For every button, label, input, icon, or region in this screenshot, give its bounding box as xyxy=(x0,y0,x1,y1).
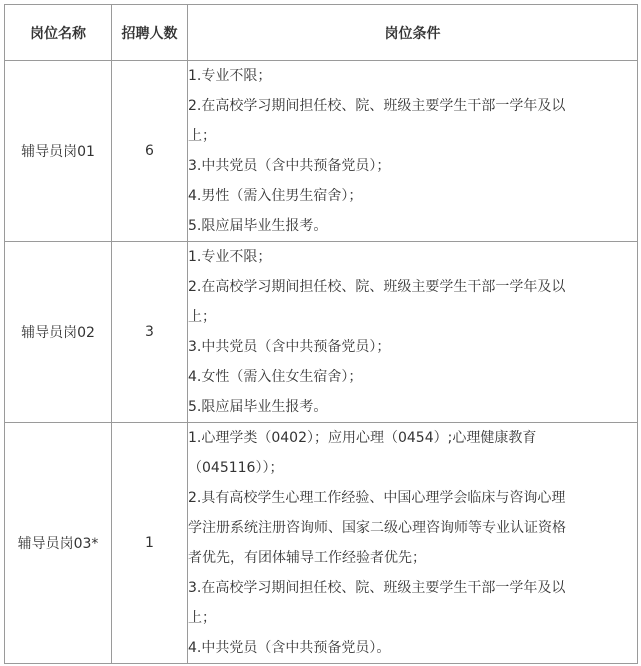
condition-line: 1.专业不限； xyxy=(188,249,272,265)
hiring-count: 6 xyxy=(112,61,188,242)
condition-line: （045116））； xyxy=(188,460,284,476)
header-position-name: 岗位名称 xyxy=(5,5,112,61)
condition-line: 5.限应届毕业生报考。 xyxy=(188,218,328,234)
condition-line: 1.专业不限； xyxy=(188,68,272,84)
conditions-cell xyxy=(188,61,638,242)
condition-line: 上； xyxy=(188,610,216,626)
header-row xyxy=(5,5,638,61)
condition-line: 者优先，有团体辅导工作经验者优先； xyxy=(188,550,426,566)
table-row xyxy=(5,423,638,664)
condition-line: 上； xyxy=(188,309,216,325)
condition-line: 3.中共党员（含中共预备党员）； xyxy=(188,339,391,355)
condition-line: 3.在高校学习期间担任校、院、班级主要学生干部一学年及以 xyxy=(188,580,566,596)
condition-line: 4.女性（需入住女生宿舍）； xyxy=(188,369,363,385)
condition-line: 3.中共党员（含中共预备党员）； xyxy=(188,158,391,174)
condition-line: 4.男性（需入住男生宿舍）； xyxy=(188,188,363,204)
job-requirements-table xyxy=(4,4,638,664)
condition-line: 上； xyxy=(188,128,216,144)
table-row xyxy=(5,61,638,242)
header-conditions: 岗位条件 xyxy=(188,5,638,61)
condition-line: 学注册系统注册咨询师、国家二级心理咨询师等专业认证资格 xyxy=(188,520,566,536)
hiring-count: 3 xyxy=(112,242,188,423)
position-name: 辅导员岗02 xyxy=(5,242,112,423)
condition-line: 5.限应届毕业生报考。 xyxy=(188,399,328,415)
condition-line: 4.中共党员（含中共预备党员）。 xyxy=(188,640,391,656)
conditions-cell xyxy=(188,423,638,664)
condition-line: 2.在高校学习期间担任校、院、班级主要学生干部一学年及以 xyxy=(188,279,566,295)
condition-line: 1.心理学类（0402）；应用心理（0454）;心理健康教育 xyxy=(188,430,537,446)
hiring-count: 1 xyxy=(112,423,188,664)
position-name: 辅导员岗03* xyxy=(5,423,112,664)
condition-line: 2.具有高校学生心理工作经验、中国心理学会临床与咨询心理 xyxy=(188,490,566,506)
condition-line: 2.在高校学习期间担任校、院、班级主要学生干部一学年及以 xyxy=(188,98,566,114)
position-name: 辅导员岗01 xyxy=(5,61,112,242)
table-row xyxy=(5,242,638,423)
conditions-cell xyxy=(188,242,638,423)
header-hiring-count: 招聘人数 xyxy=(112,5,188,61)
